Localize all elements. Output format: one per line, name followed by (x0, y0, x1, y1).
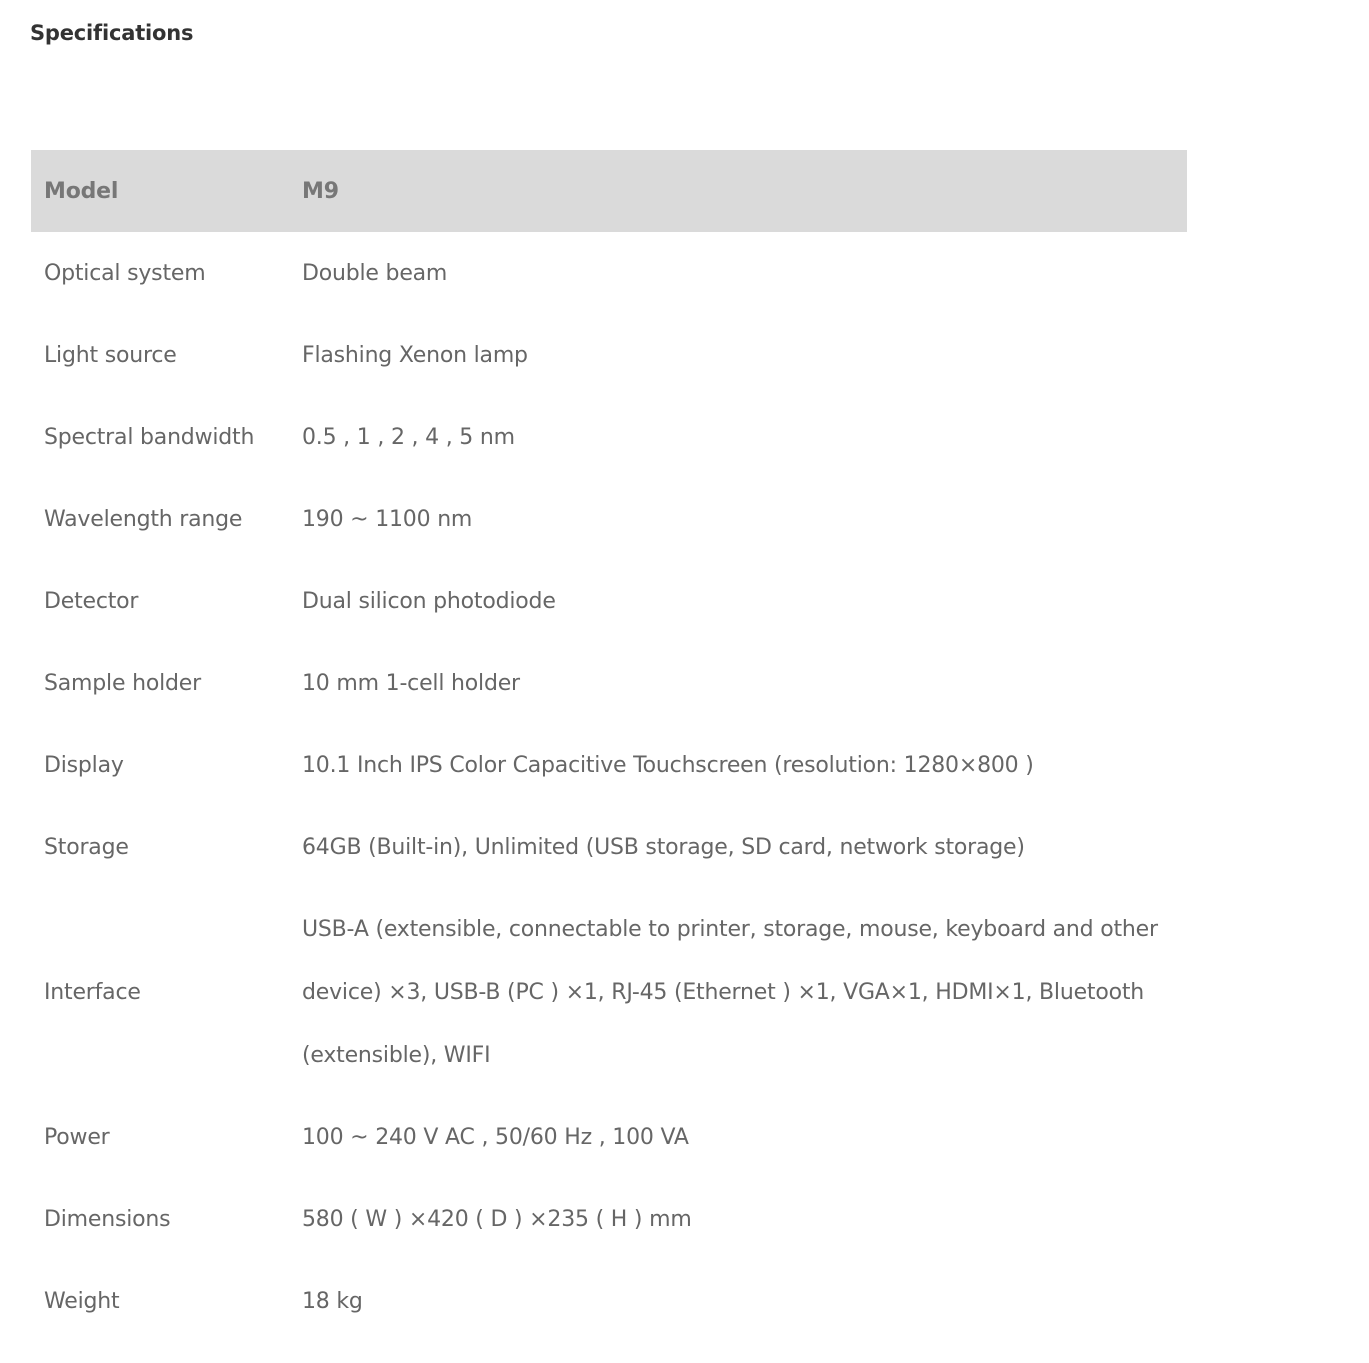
spec-label: Light source (44, 342, 177, 368)
spec-label: Storage (44, 834, 129, 860)
spec-label: Power (44, 1124, 110, 1150)
spec-value: 190 ~ 1100 nm (302, 506, 473, 532)
spec-value: USB-A (extensible, connectable to printer, storage, mouse, keyboard and other device) ×3, USB-B (PC ) ×1, RJ-45 (Ethernet ) ×1, VGA×1, HDMI×1, Bluetooth (extensible), WIFI (302, 916, 1158, 1068)
table-row (31, 1096, 1187, 1178)
page-title: Specifications (30, 21, 194, 45)
table-row (31, 888, 1187, 1096)
spec-label: Dimensions (44, 1206, 171, 1232)
spec-label: Wavelength range (44, 506, 243, 532)
spec-label: Display (44, 752, 124, 778)
table-row (31, 314, 1187, 396)
table-row (31, 642, 1187, 724)
spec-label: Detector (44, 588, 139, 614)
header-label: Model (44, 178, 119, 204)
table-row (31, 478, 1187, 560)
spec-label: Spectral bandwidth (44, 424, 255, 450)
spec-value: 580 ( W ) ×420 ( D ) ×235 ( H ) mm (302, 1206, 692, 1232)
table-row (31, 1260, 1187, 1342)
spec-value: Dual silicon photodiode (302, 588, 556, 614)
spec-label: Weight (44, 1288, 120, 1314)
spec-value: 10.1 Inch IPS Color Capacitive Touchscreen (resolution: 1280×800 ) (302, 752, 1034, 778)
table-row (31, 1178, 1187, 1260)
spec-label: Optical system (44, 260, 206, 286)
spec-value: 0.5 , 1 , 2 , 4 , 5 nm (302, 424, 515, 450)
table-header-row (31, 150, 1187, 232)
specifications-table (31, 150, 1187, 1342)
table-row (31, 560, 1187, 642)
spec-value: 10 mm 1-cell holder (302, 670, 520, 696)
table-row (31, 724, 1187, 806)
spec-value: 64GB (Built-in), Unlimited (USB storage, SD card, network storage) (302, 834, 1025, 860)
table-row (31, 232, 1187, 314)
table-row (31, 806, 1187, 888)
spec-value: Flashing Xenon lamp (302, 342, 528, 368)
spec-label: Interface (44, 979, 141, 1005)
spec-value: Double beam (302, 260, 448, 286)
spec-label: Sample holder (44, 670, 201, 696)
spec-value: 18 kg (302, 1288, 363, 1314)
spec-value: 100 ~ 240 V AC , 50/60 Hz , 100 VA (302, 1124, 689, 1150)
table-row (31, 396, 1187, 478)
header-value: M9 (302, 178, 339, 204)
